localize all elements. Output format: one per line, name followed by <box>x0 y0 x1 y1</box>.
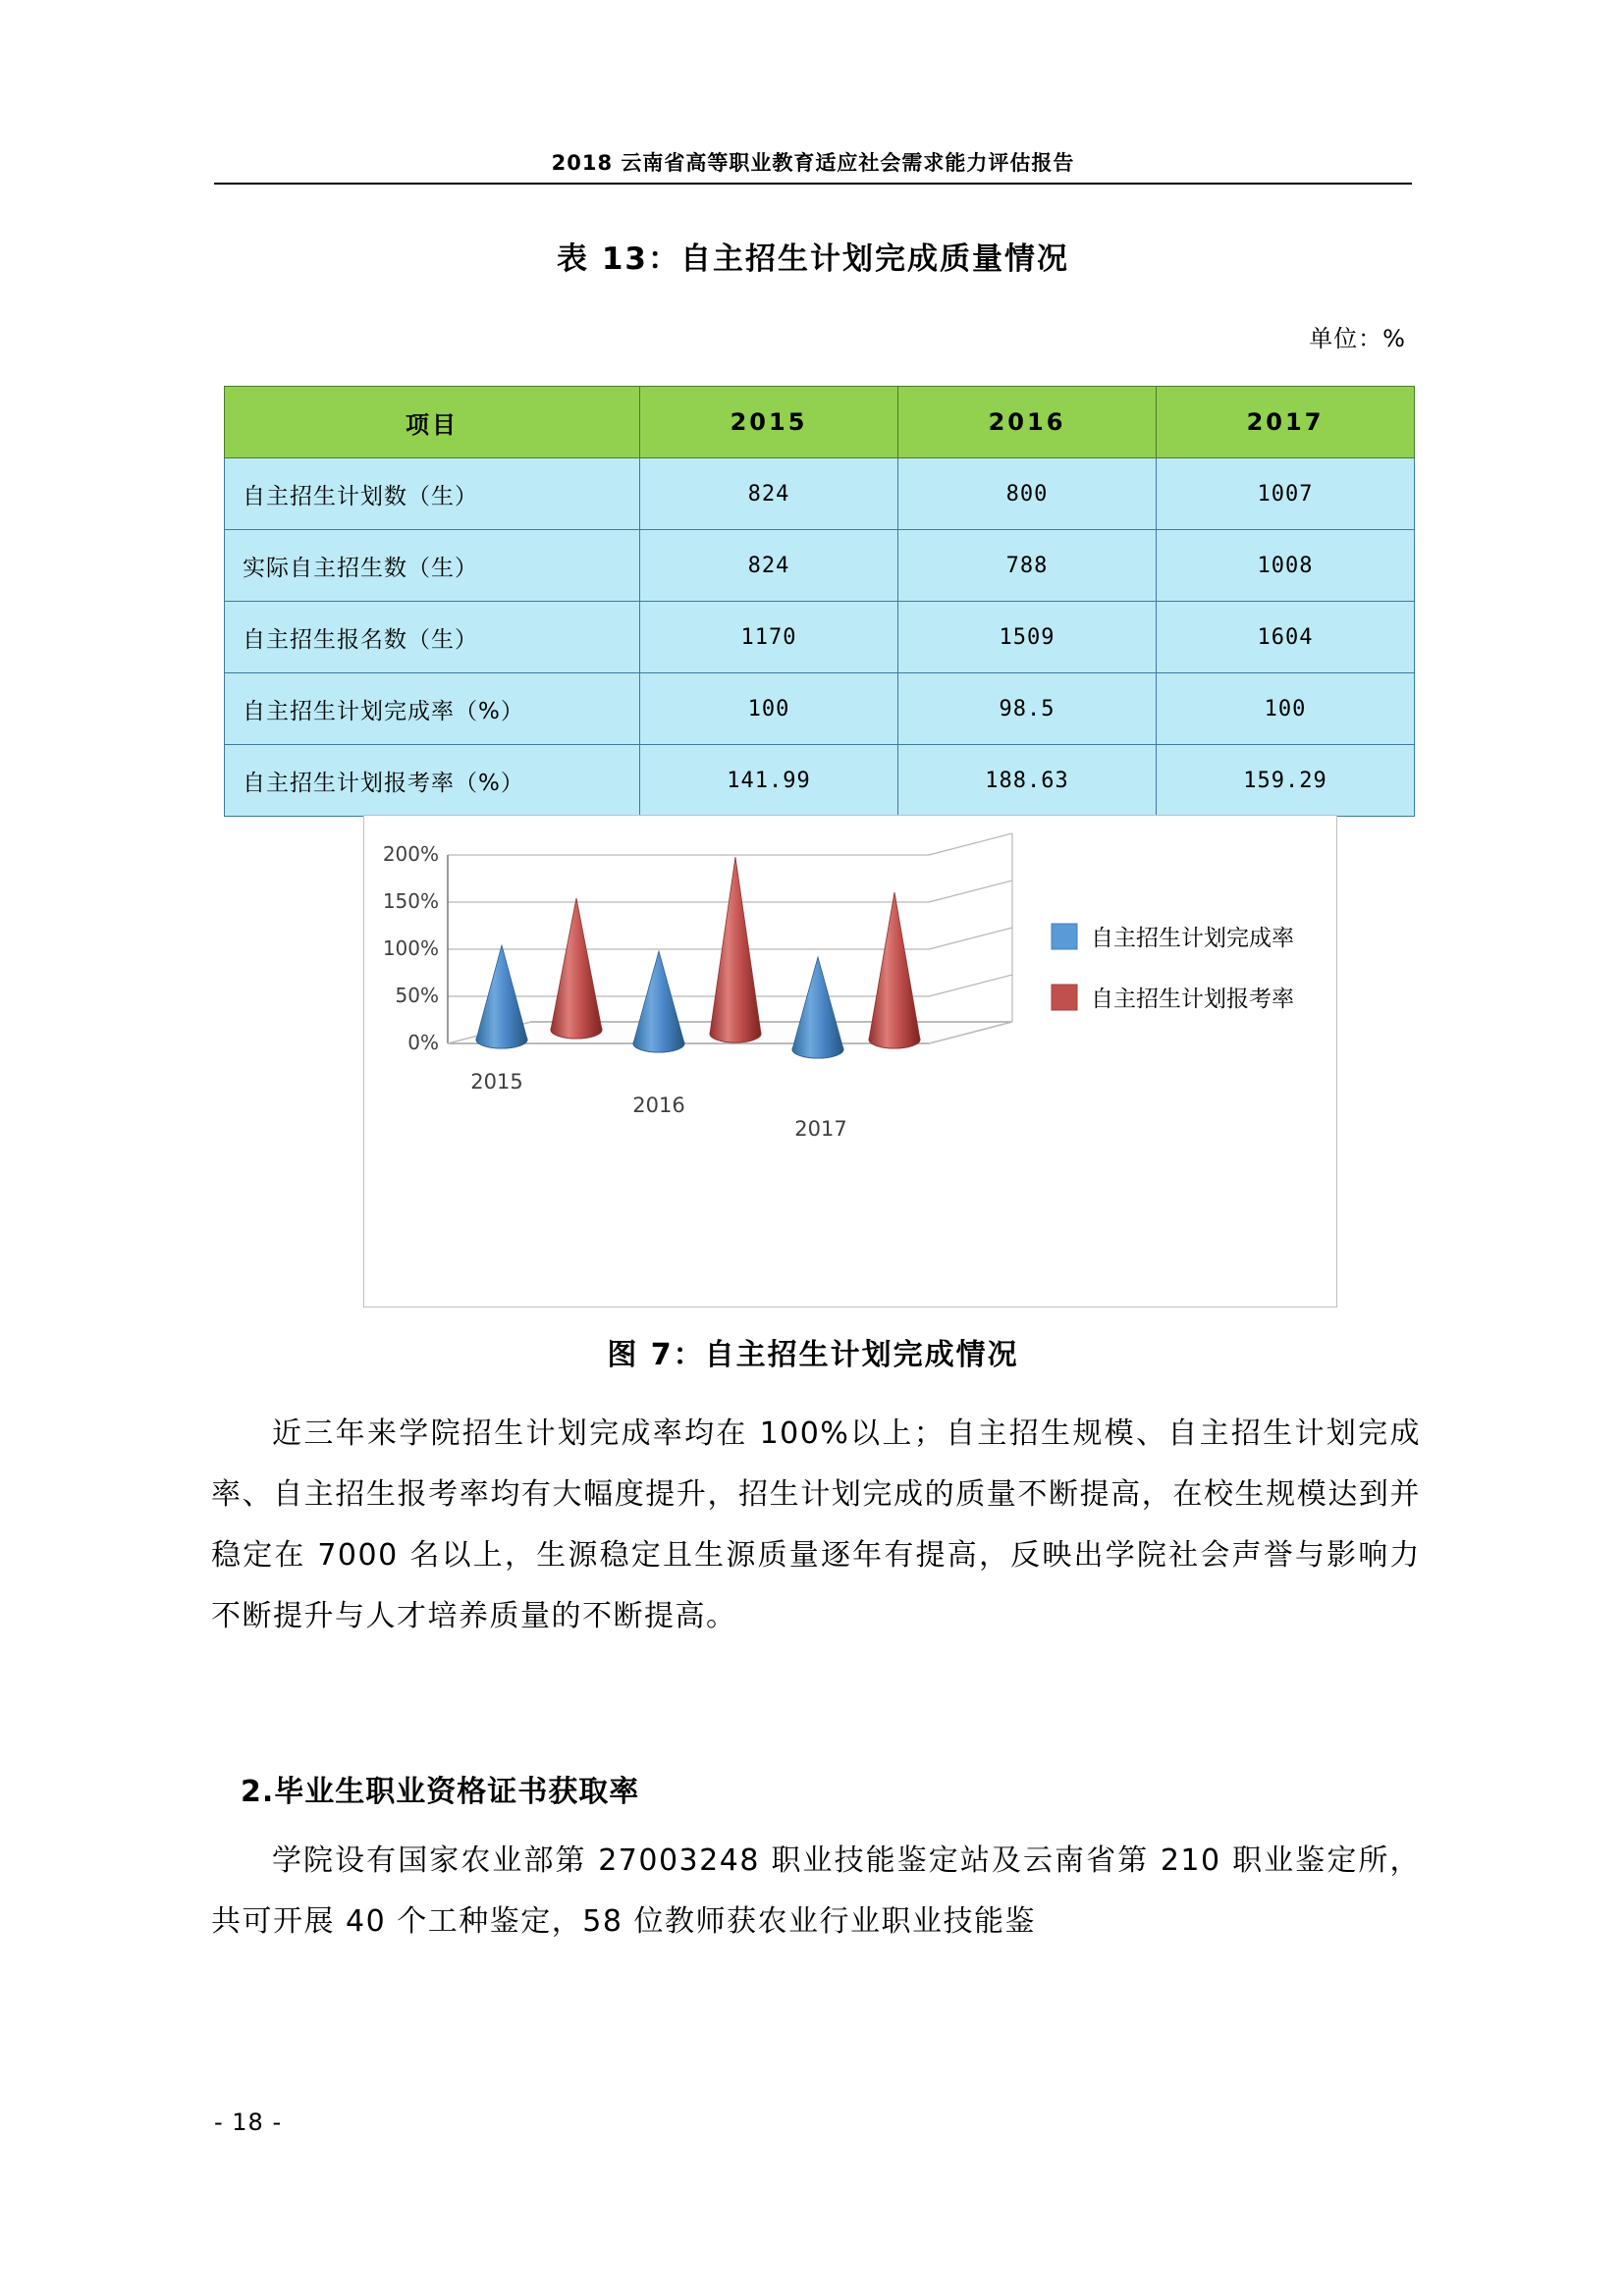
paragraph-certification: 学院设有国家农业部第 27003248 职业技能鉴定站及云南省第 210 职业鉴定所，共可开展 40 个工种鉴定，58 位教师获农业行业职业技能鉴 <box>211 1843 1421 1939</box>
chart-category-labels <box>470 1070 846 1141</box>
table-row <box>225 745 1415 817</box>
chart-y-tick-labels <box>383 842 439 1054</box>
table-row <box>225 458 1415 530</box>
cell-value: 141.99 <box>640 745 898 817</box>
cell-value: 800 <box>898 458 1157 530</box>
cell-value: 1509 <box>898 602 1157 673</box>
table-row <box>225 602 1415 673</box>
table-title: 表 13：自主招生计划完成质量情况 <box>557 241 1069 277</box>
series-point-2017-application <box>869 892 920 1048</box>
running-header: 2018 云南省高等职业教育适应社会需求能力评估报告 <box>551 151 1075 175</box>
category-label-2016: 2016 <box>632 1094 685 1117</box>
svg-text:0%: 0% <box>407 1031 439 1054</box>
cell-value: 188.63 <box>898 745 1157 817</box>
cell-value: 1008 <box>1157 530 1415 602</box>
series-point-2017-completion <box>792 957 843 1058</box>
row-label: 自主招生计划数（生） <box>225 458 640 530</box>
category-label-2015: 2015 <box>470 1070 523 1094</box>
svg-text:50%: 50% <box>395 984 439 1007</box>
cell-value: 1007 <box>1157 458 1415 530</box>
admission-quality-table <box>224 386 1415 817</box>
legend-label-application: 自主招生计划报考率 <box>1091 987 1294 1012</box>
cell-value: 159.29 <box>1157 745 1415 817</box>
legend-swatch-application <box>1052 985 1077 1010</box>
table-unit-label: 单位：% <box>1309 325 1406 352</box>
table-header-row <box>225 387 1415 458</box>
chart-legend <box>1052 924 1294 1012</box>
section-heading: 2.毕业生职业资格证书获取率 <box>241 1775 640 1809</box>
row-label: 自主招生计划报考率（%） <box>225 745 640 817</box>
cone-chart <box>364 816 1334 1305</box>
cell-value: 1604 <box>1157 602 1415 673</box>
table-row <box>225 530 1415 602</box>
page-number: - 18 - <box>214 2109 283 2136</box>
legend-label-completion: 自主招生计划完成率 <box>1091 926 1294 951</box>
svg-text:200%: 200% <box>382 842 439 866</box>
cell-value: 100 <box>1157 673 1415 745</box>
cell-value: 824 <box>640 530 898 602</box>
row-label: 自主招生计划完成率（%） <box>225 673 640 745</box>
cell-value: 100 <box>640 673 898 745</box>
cell-value: 824 <box>640 458 898 530</box>
header-divider <box>214 183 1412 185</box>
svg-text:100%: 100% <box>382 936 439 960</box>
chart-container <box>363 815 1337 1308</box>
column-header-2017: 2017 <box>1157 387 1415 458</box>
row-label: 实际自主招生数（生） <box>225 530 640 602</box>
series-point-2015-application <box>551 898 602 1039</box>
cell-value: 98.5 <box>898 673 1157 745</box>
table-row <box>225 673 1415 745</box>
cell-value: 788 <box>898 530 1157 602</box>
figure-caption: 图 7：自主招生计划完成情况 <box>607 1338 1019 1372</box>
category-label-2017: 2017 <box>794 1117 847 1141</box>
legend-swatch-completion <box>1052 924 1077 949</box>
column-header-2016: 2016 <box>898 387 1157 458</box>
series-point-2016-completion <box>633 951 684 1052</box>
paragraph-analysis: 近三年来学院招生计划完成率均在 100%以上；自主招生规模、自主招生计划完成率、自主招生报考率均有大幅度提升，招生计划完成的质量不断提高，在校生规模达到并稳定在 7000 名以上，生源稳定且生源质量逐年有提高，反映出学院社会声誉与影响力不断提升与人才培养质量的不断提高。 <box>211 1416 1421 1633</box>
cell-value: 1170 <box>640 602 898 673</box>
column-header-2015: 2015 <box>640 387 898 458</box>
row-label: 自主招生报名数（生） <box>225 602 640 673</box>
column-header-item: 项目 <box>225 387 640 458</box>
svg-text:150%: 150% <box>382 889 439 913</box>
